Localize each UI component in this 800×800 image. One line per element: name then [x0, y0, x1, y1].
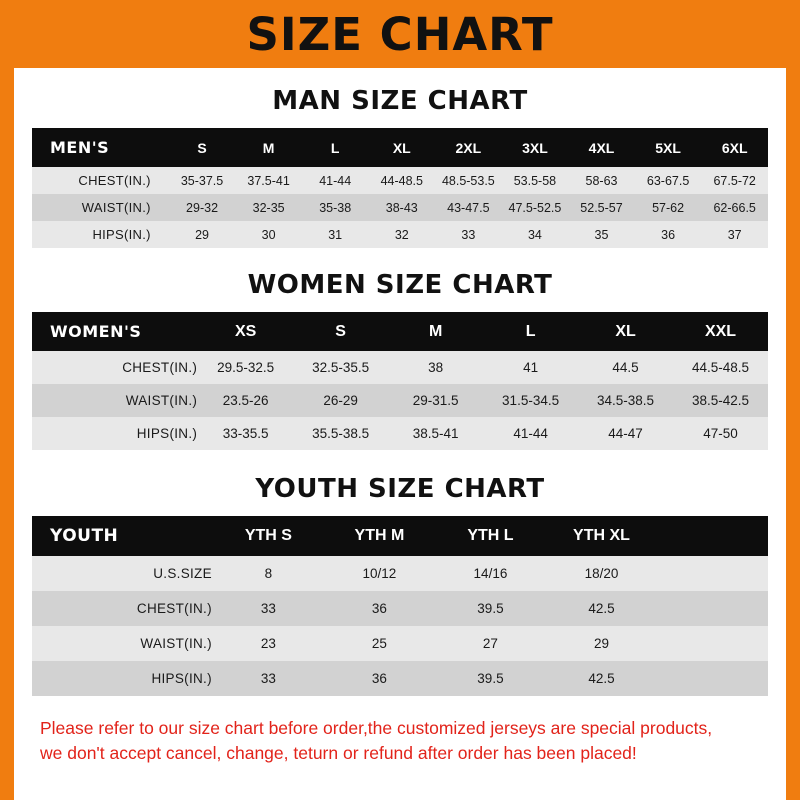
youth-table-header — [32, 516, 768, 556]
table-row — [32, 556, 768, 591]
table-cell: 41 — [483, 351, 578, 384]
youth-table-body — [32, 556, 768, 696]
table-cell: 31 — [302, 221, 369, 248]
table-row — [32, 167, 768, 194]
women-header-m: M — [388, 312, 483, 351]
table-cell: 42.5 — [546, 591, 657, 626]
table-cell: 63-67.5 — [635, 167, 702, 194]
youth-header-yth-l: YTH L — [435, 516, 546, 556]
table-cell: 41-44 — [483, 417, 578, 450]
youth-section-title: YOUTH SIZE CHART — [255, 474, 545, 504]
table-cell: 53.5-58 — [502, 167, 569, 194]
table-cell: 39.5 — [435, 661, 546, 696]
women-table-header — [32, 312, 768, 351]
table-cell: 36 — [324, 591, 435, 626]
table-cell: 34.5-38.5 — [578, 384, 673, 417]
table-cell: 37 — [701, 221, 768, 248]
table-row — [32, 194, 768, 221]
women-header-label: WOMEN'S — [32, 312, 198, 351]
women-row-label-waist: WAIST(IN.) — [32, 384, 198, 417]
man-table-body — [32, 167, 768, 248]
table-cell: 33-35.5 — [198, 417, 293, 450]
content-area — [14, 86, 786, 767]
table-cell: 33 — [213, 591, 324, 626]
man-section-title: MAN SIZE CHART — [272, 86, 528, 116]
women-section-title: WOMEN SIZE CHART — [247, 270, 553, 300]
table-cell: 25 — [324, 626, 435, 661]
table-cell: 57-62 — [635, 194, 702, 221]
table-cell: 14/16 — [435, 556, 546, 591]
man-header-xl: XL — [368, 128, 435, 167]
table-header-row — [32, 128, 768, 167]
table-row — [32, 661, 768, 696]
table-cell: 37.5-41 — [235, 167, 302, 194]
table-cell: 29-31.5 — [388, 384, 483, 417]
table-row — [32, 384, 768, 417]
youth-size-table — [32, 516, 768, 696]
table-cell — [657, 661, 768, 696]
table-row — [32, 351, 768, 384]
man-header-s: S — [169, 128, 236, 167]
table-cell — [657, 626, 768, 661]
footer-line-1: Please refer to our size chart before order,the customized jerseys are special products, — [40, 718, 713, 738]
table-cell: 8 — [213, 556, 324, 591]
youth-header-yth-m: YTH M — [324, 516, 435, 556]
man-table-header — [32, 128, 768, 167]
table-cell: 62-66.5 — [701, 194, 768, 221]
table-cell: 38.5-42.5 — [673, 384, 768, 417]
table-cell: 58-63 — [568, 167, 635, 194]
man-header-label: MEN'S — [32, 128, 169, 167]
table-row — [32, 626, 768, 661]
table-header-row — [32, 516, 768, 556]
table-cell: 27 — [435, 626, 546, 661]
table-cell: 35-38 — [302, 194, 369, 221]
women-header-xl: XL — [578, 312, 673, 351]
footer-line-2: we don't accept cancel, change, teturn or refund after order has been placed! — [40, 743, 637, 764]
table-cell: 38 — [388, 351, 483, 384]
table-cell: 33 — [435, 221, 502, 248]
table-cell: 38-43 — [368, 194, 435, 221]
table-cell: 23 — [213, 626, 324, 661]
women-row-label-hips: HIPS(IN.) — [32, 417, 198, 450]
table-cell: 32.5-35.5 — [293, 351, 388, 384]
man-header-6xl: 6XL — [701, 128, 768, 167]
table-cell: 32 — [368, 221, 435, 248]
table-cell: 30 — [235, 221, 302, 248]
table-cell: 44.5 — [578, 351, 673, 384]
man-header-l: L — [302, 128, 369, 167]
table-cell: 29.5-32.5 — [198, 351, 293, 384]
table-cell — [657, 591, 768, 626]
man-header-2xl: 2XL — [435, 128, 502, 167]
youth-row-label-us-size: U.S.SIZE — [32, 556, 213, 591]
table-cell: 26-29 — [293, 384, 388, 417]
table-cell: 52.5-57 — [568, 194, 635, 221]
table-cell: 29-32 — [169, 194, 236, 221]
man-row-label-chest: CHEST(IN.) — [32, 167, 169, 194]
page-title: SIZE CHART — [246, 7, 554, 61]
youth-header-spacer — [657, 516, 768, 556]
table-cell: 44-48.5 — [368, 167, 435, 194]
table-row — [32, 221, 768, 248]
table-cell: 32-35 — [235, 194, 302, 221]
youth-header-label: YOUTH — [32, 516, 213, 556]
women-row-label-chest: CHEST(IN.) — [32, 351, 198, 384]
table-cell: 41-44 — [302, 167, 369, 194]
man-header-3xl: 3XL — [502, 128, 569, 167]
man-header-4xl: 4XL — [568, 128, 635, 167]
table-cell: 35.5-38.5 — [293, 417, 388, 450]
table-cell: 33 — [213, 661, 324, 696]
table-cell: 34 — [502, 221, 569, 248]
table-cell: 39.5 — [435, 591, 546, 626]
table-cell: 48.5-53.5 — [435, 167, 502, 194]
table-row — [32, 417, 768, 450]
youth-row-label-chest: CHEST(IN.) — [32, 591, 213, 626]
youth-header-yth-xl: YTH XL — [546, 516, 657, 556]
table-cell: 38.5-41 — [388, 417, 483, 450]
man-row-label-hips: HIPS(IN.) — [32, 221, 169, 248]
table-cell: 43-47.5 — [435, 194, 502, 221]
table-cell: 44.5-48.5 — [673, 351, 768, 384]
table-cell: 44-47 — [578, 417, 673, 450]
table-cell: 10/12 — [324, 556, 435, 591]
table-cell: 31.5-34.5 — [483, 384, 578, 417]
table-cell: 35 — [568, 221, 635, 248]
table-cell: 47.5-52.5 — [502, 194, 569, 221]
table-cell: 18/20 — [546, 556, 657, 591]
table-cell: 42.5 — [546, 661, 657, 696]
table-cell: 35-37.5 — [169, 167, 236, 194]
youth-header-yth-s: YTH S — [213, 516, 324, 556]
women-table-body — [32, 351, 768, 450]
women-header-s: S — [293, 312, 388, 351]
table-header-row — [32, 312, 768, 351]
table-cell: 29 — [546, 626, 657, 661]
youth-row-label-hips: HIPS(IN.) — [32, 661, 213, 696]
women-header-xs: XS — [198, 312, 293, 351]
table-cell — [657, 556, 768, 591]
footer-disclaimer — [32, 716, 768, 767]
man-row-label-waist: WAIST(IN.) — [32, 194, 169, 221]
table-row — [32, 591, 768, 626]
table-cell: 36 — [635, 221, 702, 248]
man-header-5xl: 5XL — [635, 128, 702, 167]
man-size-table — [32, 128, 768, 248]
youth-row-label-waist: WAIST(IN.) — [32, 626, 213, 661]
women-header-l: L — [483, 312, 578, 351]
header-band — [0, 0, 800, 68]
women-size-table — [32, 312, 768, 450]
man-header-m: M — [235, 128, 302, 167]
table-cell: 67.5-72 — [701, 167, 768, 194]
table-cell: 36 — [324, 661, 435, 696]
table-cell: 47-50 — [673, 417, 768, 450]
table-cell: 23.5-26 — [198, 384, 293, 417]
women-header-xxl: XXL — [673, 312, 768, 351]
table-cell: 29 — [169, 221, 236, 248]
